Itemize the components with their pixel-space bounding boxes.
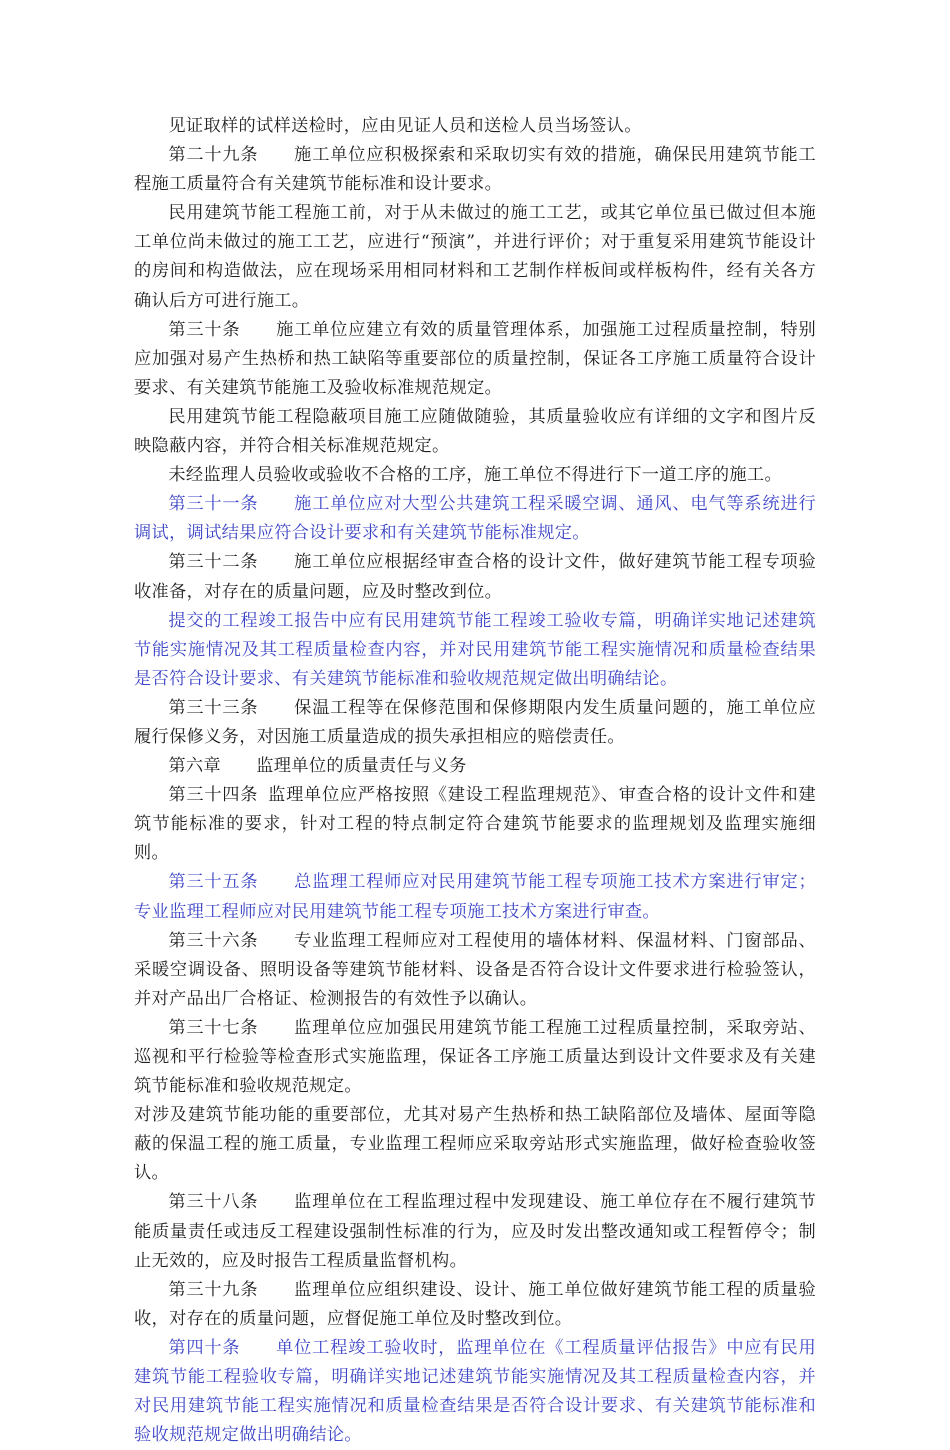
paragraph-text: 监理单位的质量责任与义务 [256, 756, 467, 777]
article-number: 第三十七条 [168, 1017, 259, 1038]
p-article-30-sub-1 [134, 403, 816, 461]
p-article-39 [134, 1276, 816, 1334]
p-article-29 [134, 141, 816, 199]
p-article-32 [134, 548, 816, 606]
paragraph-text: 未经监理人员验收或验收不合格的工序，施工单位不得进行下一道工序的施工。 [168, 465, 782, 486]
paragraph-text: 单位工程竣工验收时，监理单位在《工程质量评估报告》中应有民用建筑节能工程验收专篇，明确详实地记述建筑节能实施情况及其工程质量检查内容，并对民用建筑节能工程实施情况和质量检查结果是否符合设计要求、有关建筑节能标准和验收规范规定做出明确结论。 [134, 1337, 816, 1446]
p-witness-sampling [134, 112, 816, 141]
p-chapter-6 [134, 752, 816, 781]
paragraph-text: 对涉及建筑节能功能的重要部位，尤其对易产生热桥和热工缺陷部位及墙体、屋面等隐蔽的保温工程的施工质量，专业监理工程师应采取旁站形式实施监理，做好检查验收签认。 [134, 1105, 816, 1184]
article-number: 第六章 [168, 756, 221, 777]
article-number: 第三十三条 [168, 697, 259, 718]
paragraph-text: 监理单位在工程监理过程中发现建设、施工单位存在不履行建筑节能质量责任或违反工程建设强制性标准的行为，应及时发出整改通知或工程暂停令；制止无效的，应及时报告工程质量监督机构。 [134, 1192, 816, 1271]
article-number: 第三十九条 [168, 1279, 259, 1300]
document-text-body [134, 112, 816, 1450]
paragraph-text: 总监理工程师应对民用建筑节能工程专项施工技术方案进行审定；专业监理工程师应对民用建筑节能工程专项施工技术方案进行审查。 [134, 872, 816, 922]
p-article-33 [134, 694, 816, 752]
p-article-29-sub [134, 199, 816, 315]
paragraph-text: 施工单位应对大型公共建筑工程采暖空调、通风、电气等系统进行调试，调试结果应符合设计要求和有关建筑节能标准规定。 [134, 494, 816, 544]
article-number: 第三十二条 [168, 552, 259, 573]
p-article-30 [134, 316, 816, 403]
p-article-31 [134, 490, 816, 548]
article-number: 第三十六条 [168, 930, 259, 951]
article-number: 第三十一条 [168, 494, 259, 515]
p-article-36 [134, 927, 816, 1014]
paragraph-text: 监理单位应加强民用建筑节能工程施工过程质量控制，采取旁站、巡视和平行检验等检查形式实施监理，保证各工序施工质量达到设计文件要求及有关建筑节能标准和验收规范规定。 [134, 1017, 816, 1097]
paragraph-text: 施工单位应建立有效的质量管理体系，加强施工过程质量控制，特别应加强对易产生热桥和热工缺陷等重要部位的质量控制，保证各工序施工质量符合设计要求、有关建筑节能施工及验收标准规范规定。 [134, 319, 816, 398]
p-article-38 [134, 1188, 816, 1275]
article-number: 第二十九条 [168, 145, 259, 166]
article-number: 第三十五条 [168, 872, 259, 893]
article-number: 第三十四条 [168, 785, 259, 806]
paragraph-text: 专业监理工程师应对工程使用的墙体材料、保温材料、门窗部品、采暖空调设备、照明设备等建筑节能材料、设备是否符合设计文件要求进行检验签认，并对产品出厂合格证、检测报告的有效性予以确认。 [134, 930, 816, 1009]
p-article-40 [134, 1334, 816, 1450]
paragraph-text: 保温工程等在保修范围和保修期限内发生质量问题的，施工单位应履行保修义务，对因施工质量造成的损失承担相应的赔偿责任。 [134, 697, 816, 747]
paragraph-text: 见证取样的试样送检时，应由见证人员和送检人员当场签认。 [168, 116, 642, 136]
p-article-32-sub [134, 607, 816, 694]
article-number: 第三十八条 [168, 1192, 259, 1213]
paragraph-text: 监理单位应组织建设、设计、施工单位做好建筑节能工程的质量验收，对存在的质量问题，应督促施工单位及时整改到位。 [134, 1279, 816, 1329]
paragraph-text: 施工单位应根据经审查合格的设计文件，做好建筑节能工程专项验收准备，对存在的质量问题，应及时整改到位。 [134, 552, 816, 602]
paragraph-text: 提交的工程竣工报告中应有民用建筑节能工程竣工验收专篇，明确详实地记述建筑节能实施情况及其工程质量检查内容，并对民用建筑节能工程实施情况和质量检查结果是否符合设计要求、有关建筑节能标准和验收规范规定做出明确结论。 [134, 610, 816, 689]
p-article-34 [134, 781, 816, 868]
paragraph-text: 民用建筑节能工程施工前，对于从未做过的施工工艺，或其它单位虽已做过但本施工单位尚未做过的施工工艺，应进行“预演”，并进行评价；对于重复采用建筑节能设计的房间和构造做法，应在现场采用相同材料和工艺制作样板间或样板构件，经有关各方确认后方可进行施工。 [134, 203, 816, 311]
paragraph-text: 监理单位应严格按照《建设工程监理规范》、审查合格的设计文件和建筑节能标准的要求，针对工程的特点制定符合建筑节能要求的监理规划及监理实施细则。 [134, 785, 816, 864]
p-article-37-sub [134, 1101, 816, 1188]
p-article-35 [134, 868, 816, 926]
paragraph-text: 施工单位应积极探索和采取切实有效的措施，确保民用建筑节能工程施工质量符合有关建筑节能标准和设计要求。 [134, 145, 816, 195]
p-article-37 [134, 1014, 816, 1101]
article-number: 第四十条 [168, 1337, 241, 1358]
p-article-30-sub-2 [134, 461, 816, 490]
article-number: 第三十条 [168, 319, 241, 340]
paragraph-text: 民用建筑节能工程隐蔽项目施工应随做随验，其质量验收应有详细的文字和图片反映隐蔽内容，并符合相关标准规范规定。 [134, 406, 816, 457]
